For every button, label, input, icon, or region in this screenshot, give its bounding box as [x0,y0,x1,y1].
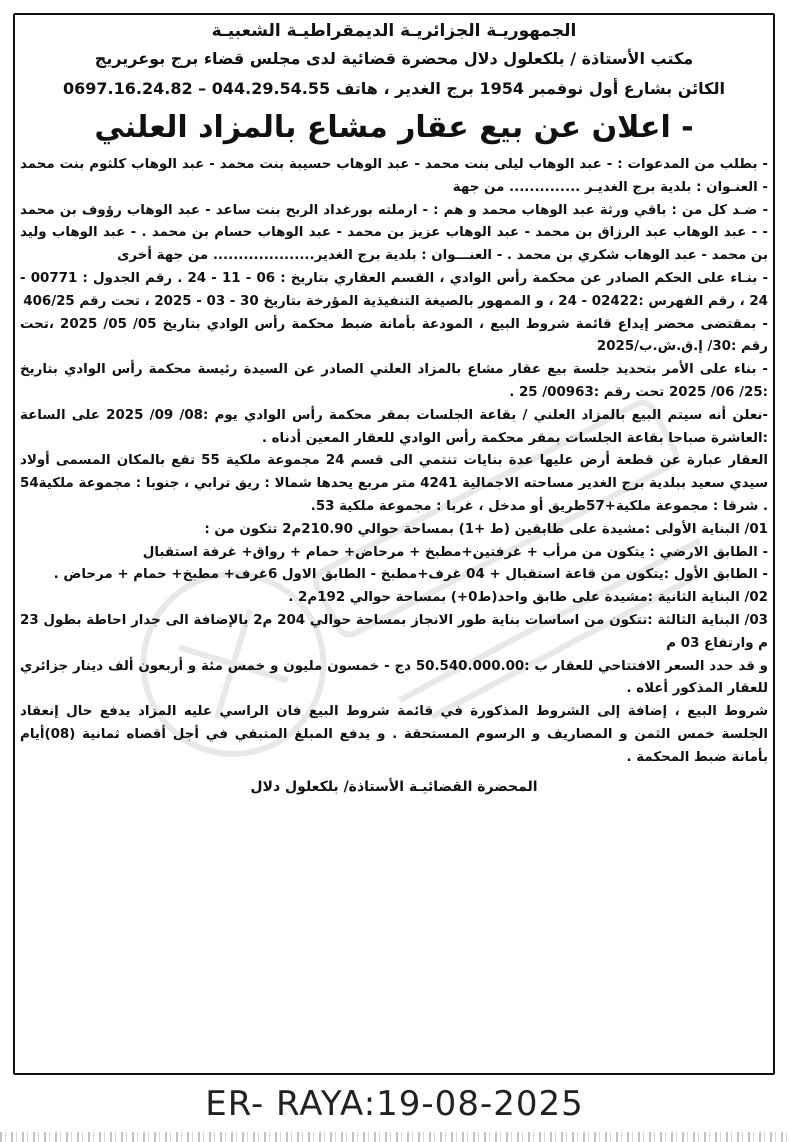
paragraph-building-1: 01/ البناية الأولى :مشيدة على طابقين (ط +1) بمساحة حوالي 210.90م2 تتكون من : [204,521,768,537]
paragraph-property: العقار عبارة عن قطعة أرض عليها عدة بنايات تنتمي الى قسم 24 مجموعة ملكية 55 تقع بالمكان المسمى أولاد سيدي سعيد ببلدية برج الغدير مساحته الاجمالية 4241 متر مربع يحدها شمالا : ريق ترابي ، جنوبا : مجموعة ملكية54 . شرقا : مجموعة ملكية+57طريق أو مدخل ، غربا : مجموعة ملكية 53. [20,453,768,514]
paragraph-deposit: - بمقتضى محضر إيداع قائمة شروط البيع ، المودعة بأمانة ضبط محكمة رأس الوادي بتاريخ 05/ 05/ 2025 ،تحت رقم :30/ إ.ق.ش.ب/2025 [20,316,768,355]
paragraph-sale-conditions: شروط البيع ، إضافة إلى الشروط المذكورة في قائمة شروط البيع فان الراسي عليه المزاد يدفع حال إنعقاد الجلسة خمس الثمن و المصاريف و الرسوم المستحقة . و يدفع المبلغ المتبقي في أجل أقصاه ثمانية (08)أيام بأمانة ضبط المحكمة . [20,704,768,765]
header-republic-line: الجمهوريـة الجزائريـة الديمقراطيـة الشعبيـة [211,21,577,41]
header-office-line: مكتب الأستاذة / بلكعلول دلال محضرة قضائية لدى مجلس قضاء برج بوعريريج [94,49,694,68]
announcement-body [20,20,768,798]
paragraph-ground-floor: - الطابق الارضي : يتكون من مرأب + غرفتين+مطبخ + مرحاض+ حمام + رواق+ غرفة استقبال [142,544,768,560]
bailiff-signature: المحضرة القضائيـة الأستاذة/ بلكعلول دلال [250,778,538,795]
header-address-line: الكائن بشارع أول نوفمبر 1954 برج الغدير ، هاتف 044.29.54.55 – 0697.16.24.82 [63,79,725,98]
paragraph-plaintiffs: - بطلب من المدعوات : - عبد الوهاب ليلى بنت محمد - عبد الوهاب حسيبة بنت محمد - عبد الوهاب كلثوم بنت محمد - العنـوان : بلدية برج الغديـر .............. من جهة [20,157,768,195]
paragraph-defendants: - ضـد كل من : باقي ورثة عبد الوهاب محمد و هم : - ارملته بورغداد الربح بنت ساعد - عبد الوهاب رؤوف بن محمد - - عبد الوهاب عبد الرزاق بن محمد - عبد الوهاب عزيز بن محمد - عبد الوهاب حسام بن محمد . - عبد الوهاب وليد بن محمد - عبد الوهاب شكري بن محمد . - العنـــوان : بلدية برج الغدير.................... من جهة أخرى [20,202,768,264]
paragraph-judgment: - بنـاء على الحكم الصادر عن محكمة رأس الوادي ، القسم العقاري بتاريخ : 06 - 11 - 24 . رقم الجدول : 00771 - 24 ، رقم الفهرس :02422 - 24 ، و الممهور بالصيغة التنفيذية المؤرخة بتاريخ 30 - 03 - 2025 ، تحت رقم 406/25 [20,270,769,309]
newspaper-date-stamp: ER- RAYA:19-08-2025 [205,1084,584,1124]
paragraph-first-floor: - الطابق الأول :يتكون من قاعة استقبال + 04 غرف+مطبخ - الطابق الاول 6غرف+ مطبخ+ حمام + مرحاض . [53,567,768,583]
paragraph-opening-price: و قد حدد السعر الافتتاحي للعقار ب :50.540.000.00 دج - خمسون مليون و خمس مئة و أربعون ألف دينار جزائري للعقار المذكور أعلاه . [20,658,768,697]
paragraph-building-3: 03/ البناية الثالثة :تتكون من اساسات بناية طور الانجاز بمساحة حوالي 204 م2 بالإضافة الى جدار احاطة بطول 23 م وارتفاع 03 م [20,612,768,651]
paragraph-order: - بناء على الأمر بتحديد جلسة بيع عقار مشاع بالمزاد العلني الصادر عن السيدة رئيسة محكمة رأس الوادي بتاريخ :25/ 06/ 2025 تحت رقم :00963/ 25 . [20,362,768,400]
scan-edge [0,1132,789,1142]
paragraph-sale-date: -نعلن أنه سيتم البيع بالمزاد العلني / بقاعة الجلسات بمقر محكمة رأس الوادي يوم :08/ 09/ 2025 على الساعة :العاشرة صباحا بقاعة الجلسات بمقر محكمة رأس الوادي للعقار المعين أدناه . [20,407,768,446]
paragraph-building-2: 02/ البناية الثانية :مشيدة على طابق واحد(ط0+) بمساحة حوالي 192م2 . [288,590,768,606]
announcement-title: - اعلان عن بيع عقار مشاع بالمزاد العلني [94,110,694,145]
